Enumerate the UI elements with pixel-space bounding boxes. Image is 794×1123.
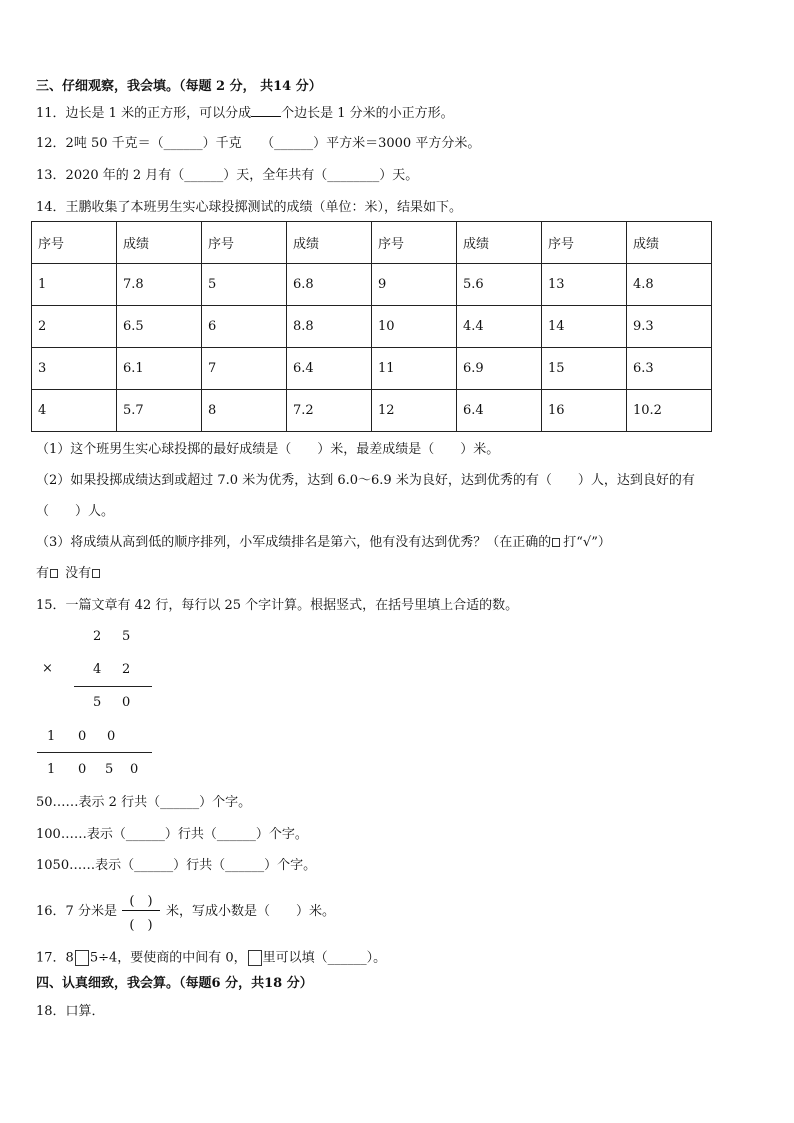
q14-part2-line1: （2）如果投掷成绩达到或超过 7.0 米为优秀，达到 6.0～6.9 米为良好，达到优秀的有（ ）人，达到良好的有: [36, 473, 695, 488]
table-cell: 9.3: [627, 306, 712, 348]
fraction-denominator[interactable]: ( ): [129, 918, 153, 933]
q14-intro: 14．王鹏收集了本班男生实心球投掷测试的成绩（单位：米），结果如下。: [36, 200, 463, 215]
table-header: 序号: [372, 222, 457, 264]
table-cell: 5.6: [457, 264, 542, 306]
table-cell: 5.7: [117, 390, 202, 432]
table-cell: 14: [542, 306, 627, 348]
table-cell: 11: [372, 348, 457, 390]
q14-part2-line2: （ ）人。: [36, 504, 115, 519]
table-cell: 3: [32, 348, 117, 390]
q11-blank[interactable]: [251, 105, 281, 117]
table-header: 序号: [202, 222, 287, 264]
calc-digit: 0: [78, 762, 87, 777]
calc-digit: 4: [93, 662, 102, 677]
q14-part1: （1）这个班男生实心球投掷的最好成绩是（ ）米，最差成绩是（ ）米。: [36, 442, 500, 457]
table-cell: 16: [542, 390, 627, 432]
calc-digit: 0: [107, 729, 116, 744]
calc-digit: 5: [93, 695, 102, 710]
table-cell: 10: [372, 306, 457, 348]
table-header: 成绩: [627, 222, 712, 264]
table-cell: 7: [202, 348, 287, 390]
q15-sub3: 1050……表示（______）行共（______）个字。: [36, 858, 317, 873]
q12: 12．2吨 50 千克＝（______）千克 （______）平方米＝3000 平方分米。: [36, 136, 481, 151]
q15-intro: 15．一篇文章有 42 行，每行以 25 个字计算。根据竖式，在括号里填上合适的数。: [36, 598, 519, 613]
table-cell: 6.8: [287, 264, 372, 306]
table-cell: 1: [32, 264, 117, 306]
calc-digit: 5: [105, 762, 114, 777]
table-cell: 6.4: [287, 348, 372, 390]
table-cell: 5: [202, 264, 287, 306]
fraction-bar: [122, 910, 160, 911]
table-cell: 4.4: [457, 306, 542, 348]
q15-sub2: 100……表示（______）行共（______）个字。: [36, 827, 308, 842]
table-cell: 6.5: [117, 306, 202, 348]
table-cell: 8.8: [287, 306, 372, 348]
table-cell: 7.2: [287, 390, 372, 432]
q16-post: 米，写成小数是（ ）米。: [166, 904, 336, 919]
table-cell: 6.9: [457, 348, 542, 390]
calc-line: [37, 752, 152, 753]
times-sign: ×: [42, 661, 53, 676]
option-no-label: 没有: [65, 566, 92, 581]
q13: 13．2020 年的 2 月有（______）天，全年共有（________）天。: [36, 168, 419, 183]
q11: 11．边长是 1 米的正方形，可以分成 个边长是 1 分米的小正方形。: [36, 106, 454, 121]
option-yes-checkbox[interactable]: [50, 569, 58, 578]
table-cell: 6.3: [627, 348, 712, 390]
table-cell: 7.8: [117, 264, 202, 306]
table-row: [32, 390, 712, 432]
calc-digit: 0: [122, 695, 131, 710]
table-cell: 15: [542, 348, 627, 390]
calc-digit: 0: [78, 729, 87, 744]
table-cell: 4.8: [627, 264, 712, 306]
digit-box[interactable]: [248, 950, 262, 966]
table-header: 成绩: [457, 222, 542, 264]
calc-digit: 2: [122, 662, 131, 677]
calc-digit: 0: [130, 762, 139, 777]
fraction: [118, 888, 164, 934]
checkbox-icon: [552, 538, 560, 547]
table-header: 序号: [32, 222, 117, 264]
q14-part3: （3）将成绩从高到低的顺序排列，小军成绩排名是第六，他有没有达到优秀？（在正确的 打“√”）: [36, 535, 611, 550]
calc-digit: 1: [47, 762, 56, 777]
table-cell: 9: [372, 264, 457, 306]
table-row: [32, 264, 712, 306]
table-cell: 2: [32, 306, 117, 348]
table-header: 成绩: [287, 222, 372, 264]
calc-digit: 5: [122, 629, 131, 644]
section4-title: 四、认真细致，我会算。（每题6 分，共18 分）: [36, 976, 313, 991]
calc-line: [74, 686, 152, 687]
option-no-checkbox[interactable]: [92, 569, 100, 578]
table-cell: 6.4: [457, 390, 542, 432]
section3-title: 三、仔细观察，我会填。（每题 2 分， 共14 分）: [36, 79, 322, 94]
option-yes-label: 有: [36, 566, 50, 581]
q14-options: [36, 566, 103, 582]
q16-pre: 16．7 分米是: [36, 904, 117, 919]
table-row: [32, 348, 712, 390]
q17: 17．8 5÷4，要使商的中间有 0， 里可以填（______）。: [36, 950, 387, 966]
table-cell: 10.2: [627, 390, 712, 432]
calc-digit: 1: [47, 729, 56, 744]
digit-box[interactable]: [75, 950, 89, 966]
q15-sub1: 50……表示 2 行共（______）个字。: [36, 795, 252, 810]
table-cell: 6.1: [117, 348, 202, 390]
table-header: 成绩: [117, 222, 202, 264]
fraction-numerator[interactable]: ( ): [129, 894, 153, 909]
q18: 18．口算．: [36, 1004, 105, 1019]
table-row: [32, 306, 712, 348]
score-table: [31, 221, 712, 432]
table-cell: 4: [32, 390, 117, 432]
table-cell: 6: [202, 306, 287, 348]
table-header-row: [32, 222, 712, 264]
table-cell: 12: [372, 390, 457, 432]
table-header: 序号: [542, 222, 627, 264]
calc-digit: 2: [93, 629, 102, 644]
table-cell: 8: [202, 390, 287, 432]
table-cell: 13: [542, 264, 627, 306]
